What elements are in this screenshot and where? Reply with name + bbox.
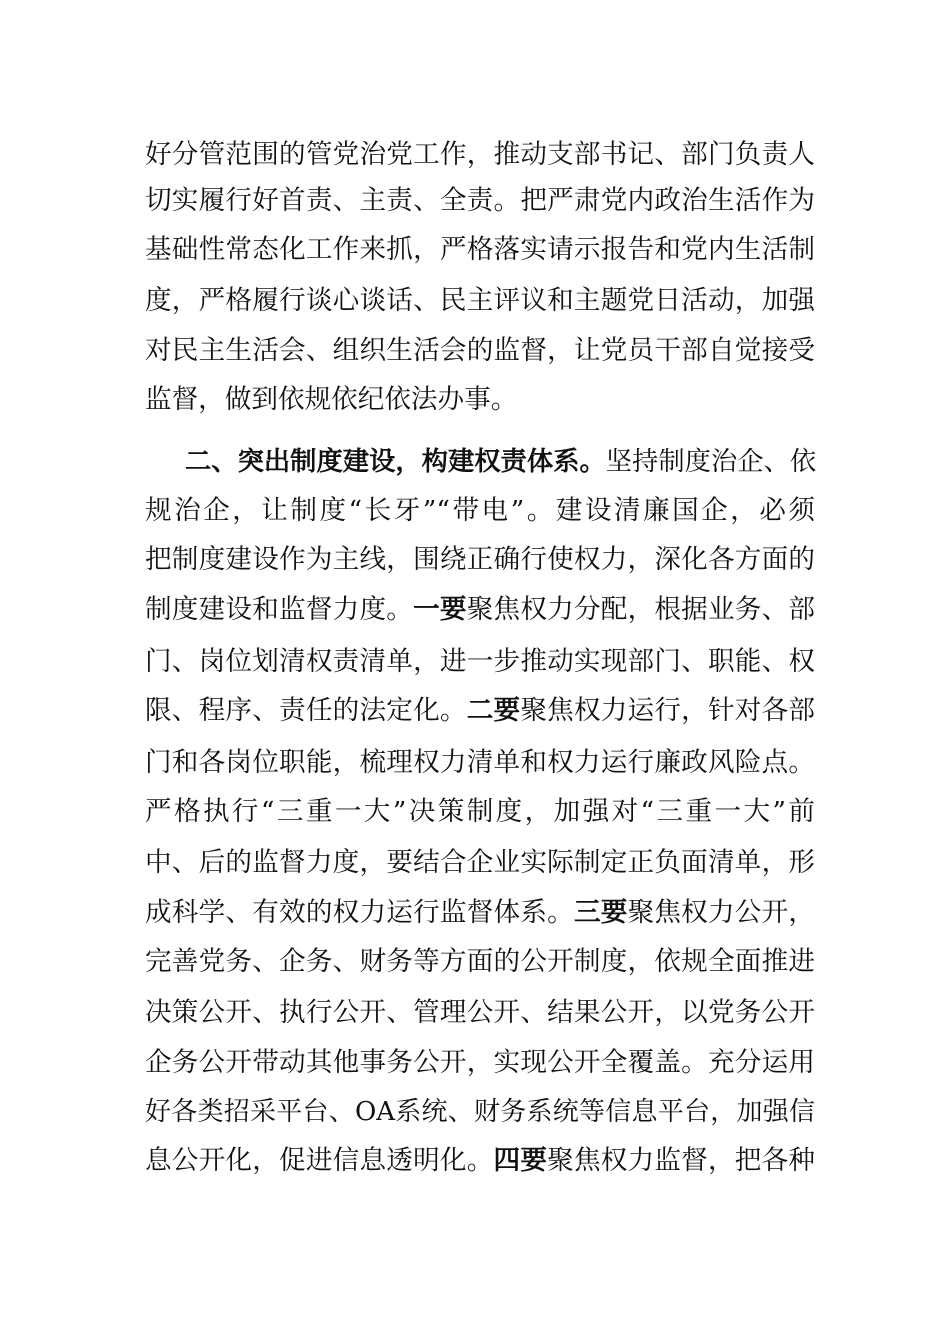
- text-run: 聚焦权力分配，根据业务、部: [466, 594, 816, 625]
- text-line: 门、岗位划清权责清单，进一步推动实现部门、职能、权: [145, 646, 815, 677]
- section-heading: 二、突出制度建设，构建权责体系。: [185, 446, 606, 477]
- text-run: 聚焦权力监督，把各种: [547, 1145, 816, 1176]
- text-run: 限、程序、责任的法定化。: [145, 695, 467, 726]
- text-run: 制度建设和监督力度。: [145, 594, 414, 625]
- text-line: [145, 592, 815, 628]
- text-line: 监督，做到依规依纪依法办事。: [145, 384, 518, 415]
- text-line: [145, 1143, 815, 1179]
- text-line: 好分管范围的管党治党工作，推动支部书记、部门负责人: [145, 139, 815, 170]
- text-line: 度，严格履行谈心谈话、民主评议和主题党日活动，加强: [145, 285, 815, 316]
- text-line: 决策公开、执行公开、管理公开、结果公开，以党务公开: [145, 997, 815, 1028]
- text-line: 中、后的监督力度，要结合企业实际制定正负面清单，形: [145, 847, 815, 878]
- text-line: 把制度建设作为主线，围绕正确行使权力，深化各方面的: [145, 544, 815, 575]
- text-line: [145, 693, 815, 729]
- text-line: 对民主生活会、组织生活会的监督，让党员干部自觉接受: [145, 335, 815, 366]
- text-line: 基础性常态化工作来抓，严格落实请示报告和党内生活制: [145, 234, 815, 265]
- emphasis-run: 一要: [413, 594, 467, 625]
- text-line: 切实履行好首责、主责、全责。把严肃党内政治生活作为: [145, 185, 815, 216]
- text-line: 完善党务、企务、财务等方面的公开制度，依规全面推进: [145, 946, 815, 977]
- text-line: 好各类招采平台、OA系统、财务系统等信息平台，加强信: [145, 1097, 815, 1127]
- text-line: 企务公开带动其他事务公开，实现公开全覆盖。充分运用: [145, 1047, 815, 1078]
- text-line: 严格执行“三重一大”决策制度，加强对“三重一大”前: [145, 796, 815, 827]
- text-run: 聚焦权力运行，针对各部: [520, 695, 816, 726]
- section-heading-line: [185, 444, 815, 480]
- text-run: 坚持制度治企、依: [605, 447, 817, 477]
- emphasis-run: 四要: [493, 1145, 548, 1176]
- text-run: 息公开化，促进信息透明化。: [145, 1145, 494, 1176]
- text-run: 成科学、有效的权力运行监督体系。: [145, 897, 574, 928]
- emphasis-run: 三要: [573, 897, 628, 928]
- text-line: [145, 895, 815, 931]
- emphasis-run: 二要: [466, 695, 521, 726]
- text-line: 门和各岗位职能，梳理权力清单和权力运行廉政风险点。: [145, 747, 815, 778]
- text-line: 规治企，让制度“长牙”“带电”。建设清廉国企，必须: [145, 495, 815, 526]
- text-run: 聚焦权力公开，: [627, 897, 816, 928]
